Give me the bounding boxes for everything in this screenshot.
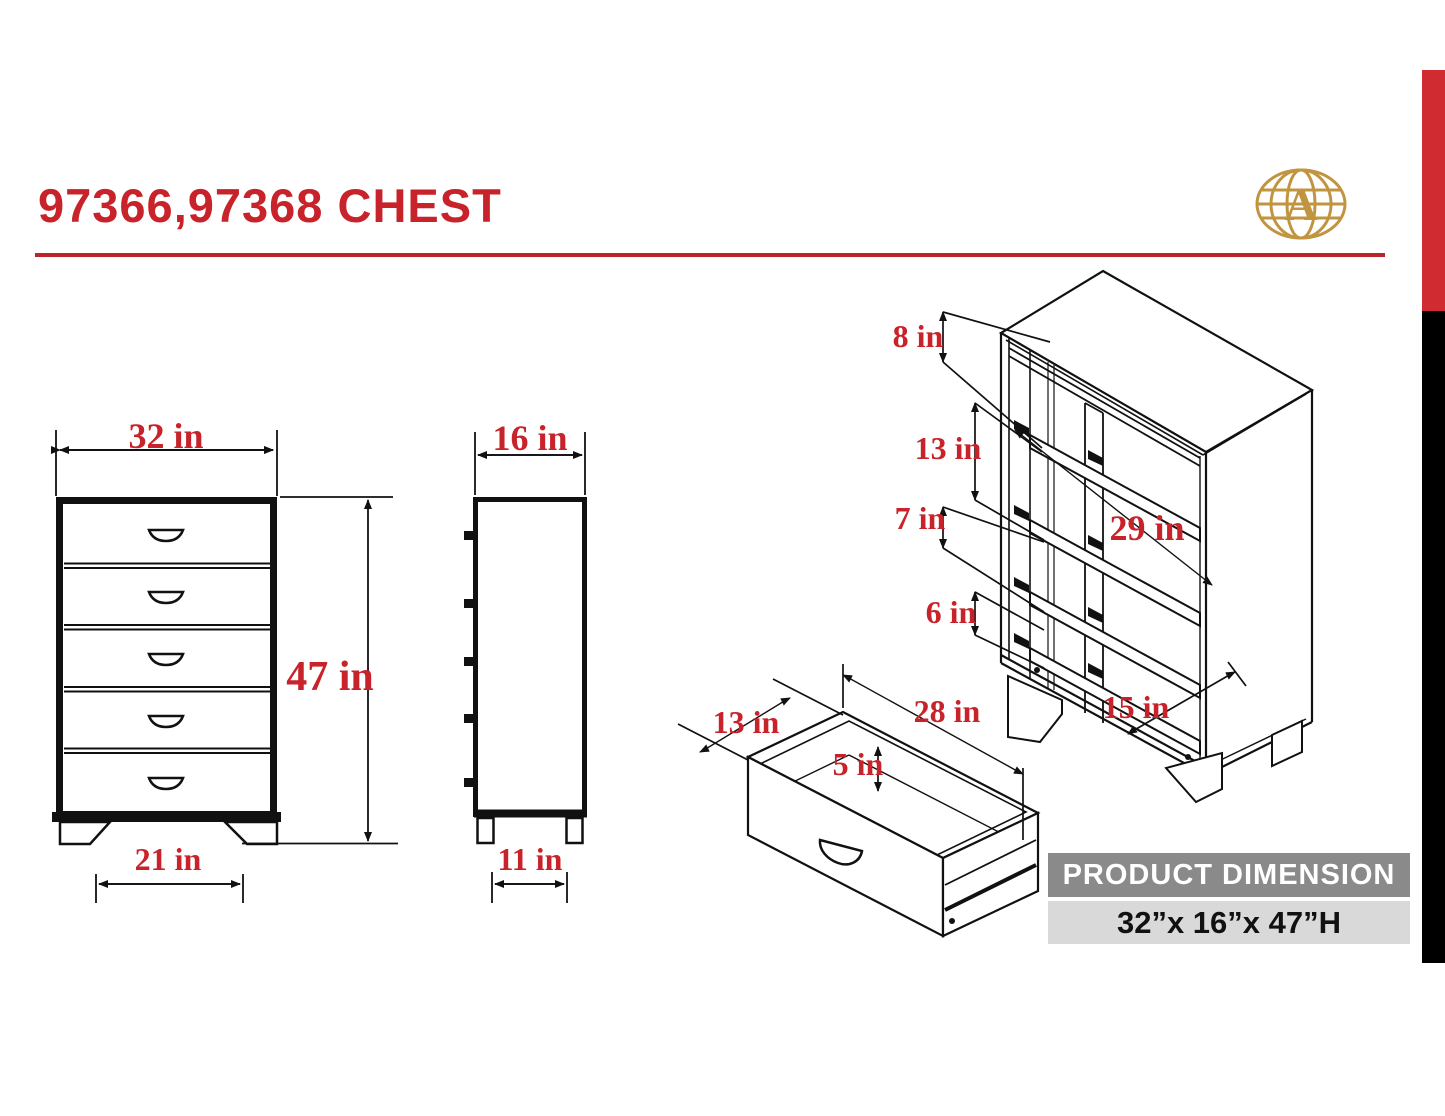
page-title: 97366,97368 CHEST bbox=[38, 179, 502, 232]
dim-drawer-width: 28 in bbox=[913, 693, 981, 729]
iso-back-foot bbox=[1272, 721, 1302, 766]
brand-globe-logo bbox=[1257, 170, 1345, 238]
dim-iso-middle-gap: 13 in bbox=[914, 430, 982, 466]
dim-iso-bottom-gap: 6 in bbox=[925, 594, 977, 630]
front-left-foot bbox=[60, 822, 110, 844]
dim-iso-lower-gap: 7 in bbox=[894, 500, 946, 536]
side-back-foot bbox=[567, 818, 583, 843]
chest-side-body bbox=[476, 500, 585, 815]
dim-iso-base-depth: 15 in bbox=[1102, 689, 1170, 725]
dim-iso-interior-width: 29 in bbox=[1109, 508, 1185, 548]
dim-side-depth: 16 in bbox=[492, 418, 568, 458]
iso-right-foot bbox=[1166, 753, 1222, 802]
dim-side-leg-depth: 11 in bbox=[497, 841, 563, 877]
side-front-foot bbox=[478, 818, 494, 843]
dim-front-width: 32 in bbox=[128, 416, 204, 456]
logo-letter: A bbox=[1284, 179, 1318, 230]
side-view-drawing bbox=[464, 432, 587, 903]
front-right-foot bbox=[225, 822, 277, 844]
product-dimension-header: PRODUCT DIMENSION bbox=[1048, 853, 1410, 897]
product-dimension-value: 32”x 16”x 47”H bbox=[1048, 901, 1410, 944]
dim-front-height: 47 in bbox=[286, 654, 374, 700]
dim-iso-top-gap: 8 in bbox=[892, 318, 944, 354]
dim-drawer-height: 5 in bbox=[832, 746, 884, 782]
dim-front-leg-width: 21 in bbox=[134, 841, 202, 877]
side-handle-nubs bbox=[464, 531, 473, 787]
dim-drawer-depth: 13 in bbox=[712, 704, 780, 740]
